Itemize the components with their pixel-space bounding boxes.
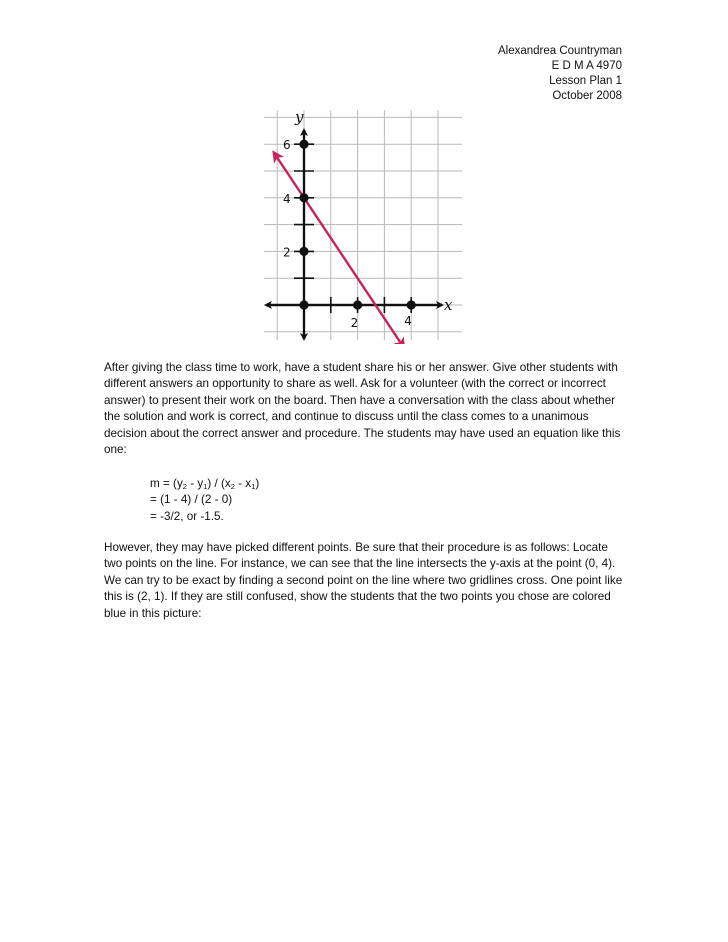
- x-tick-label: 4: [404, 314, 412, 328]
- course-code: E D M A 4970: [551, 60, 622, 72]
- slope-equation: [150, 476, 550, 525]
- body-paragraph-3: However, they may have picked different points. Be sure that their procedure is as follows: Locate two points on the line. For instance, we can see that the line intersects the y-axis at the point (0, 4). We can try to be exact by finding a second point on the line where two gridlines cross. One point like this is (2, 1). If they are still confused, show the students that the two points you chose are colored blue in this picture:: [104, 541, 623, 620]
- document-header: [498, 44, 622, 104]
- graph-point: [407, 300, 416, 309]
- graph-point: [299, 300, 308, 309]
- equation-line-3: = -3/2, or -1.5.: [150, 509, 224, 523]
- graph-point: [299, 247, 308, 256]
- equation-line-2: = (1 - 4) / (2 - 0): [150, 493, 233, 507]
- graph-point: [353, 300, 362, 309]
- graph-svg: [256, 108, 464, 344]
- document-date: October 2008: [552, 90, 622, 102]
- coordinate-graph: [256, 108, 464, 344]
- y-axis-label: y: [295, 108, 304, 126]
- x-tick-label: 2: [350, 316, 359, 330]
- y-tick-label: 2: [283, 245, 291, 260]
- body-paragraph-1: After giving the class time to work, have a student share his or her answer. Give other students with different answers an opportunity to share as well. Ask for a volunteer (with the correct or incorrect answer) to present their work on the board. Then have a conversation with the class about whether the solution and work is correct, and continue to discuss until the class comes to a unanimous decision about the correct answer and procedure. The students may have used an equation like this one:: [104, 361, 621, 457]
- y-tick-label: 6: [283, 138, 291, 153]
- x-axis-label: x: [444, 296, 453, 314]
- graph-point: [299, 140, 308, 149]
- equation-line-1: $m = (y_2 - y_1) / (x_2 - x_1)$: [150, 477, 260, 491]
- author-name: Alexandrea Countryman: [497, 45, 622, 57]
- lesson-title: Lesson Plan 1: [549, 75, 622, 87]
- y-tick-label: 4: [283, 191, 291, 206]
- graph-point: [299, 193, 308, 202]
- tick-marks: [294, 144, 411, 313]
